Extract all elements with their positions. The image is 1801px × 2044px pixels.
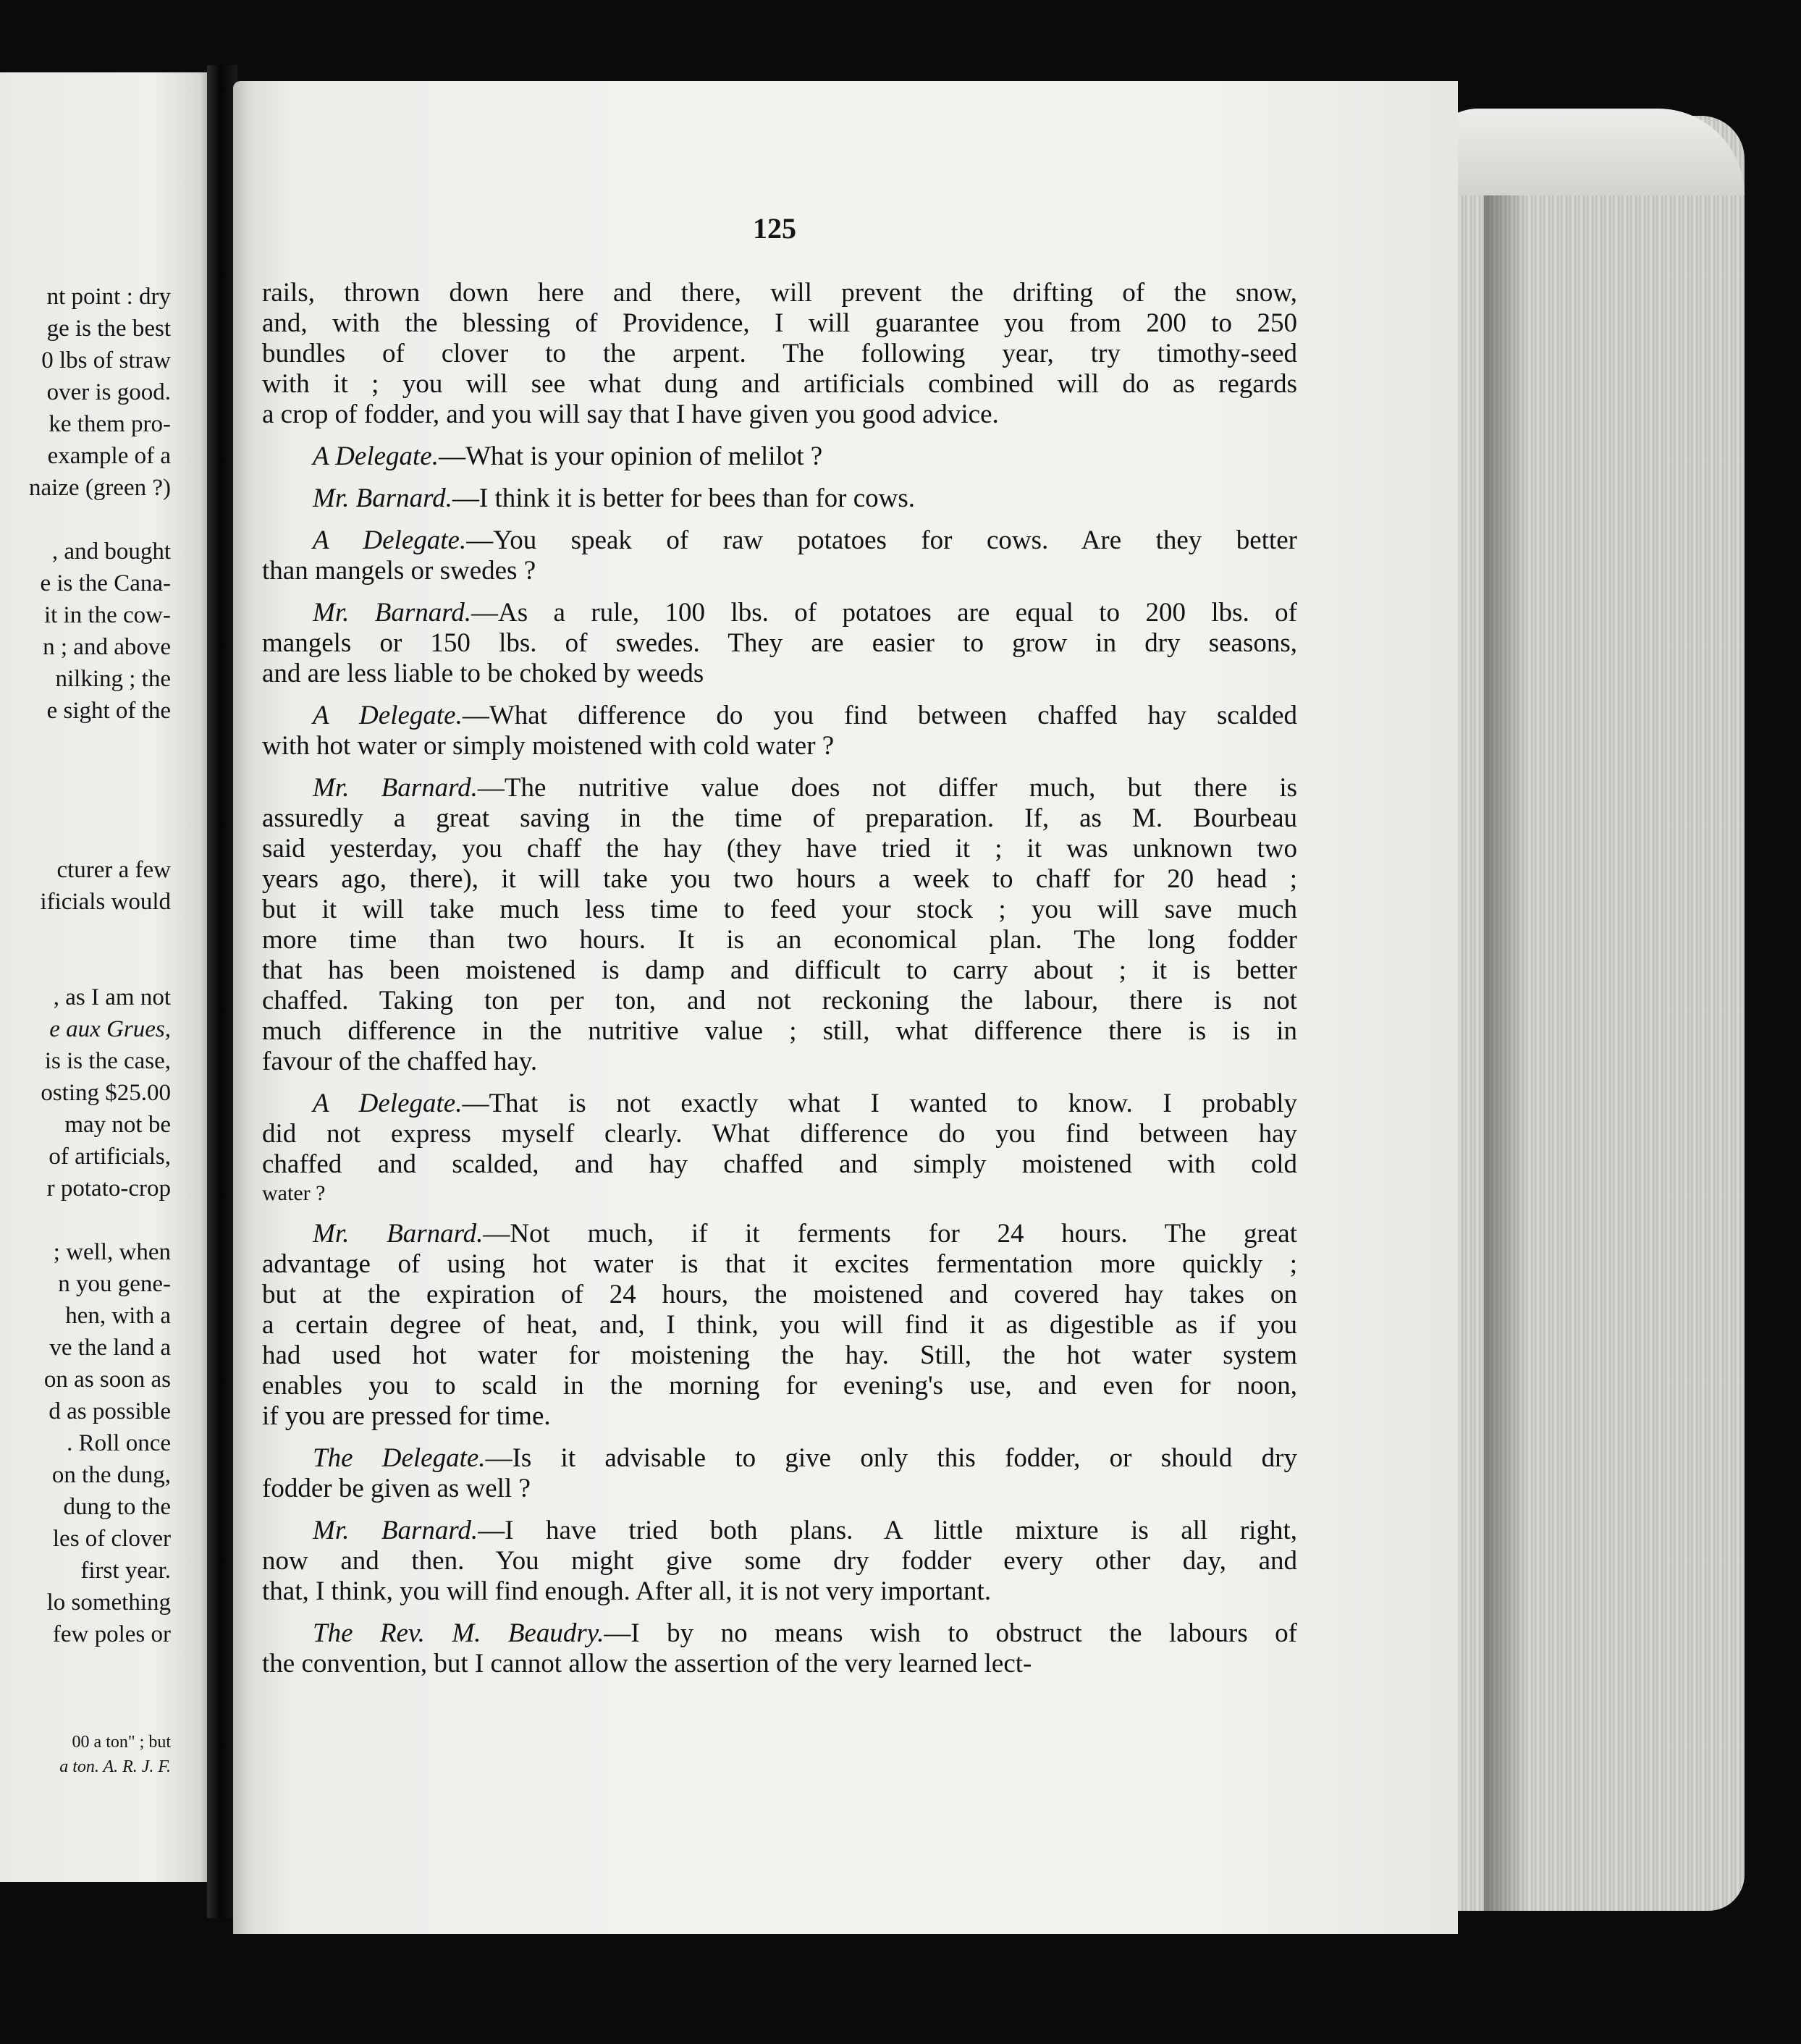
text-line	[262, 369, 1297, 400]
text-line	[262, 1576, 1297, 1607]
left-line: of artificials,	[48, 1144, 171, 1170]
text-line	[262, 864, 1297, 895]
line-text: advantage of using hot water is that it excites fermentation more quickly ;	[262, 1249, 1297, 1279]
line-text: chaffed and scalded, and hay chaffed and simply moistened with cold	[262, 1149, 1297, 1179]
line-text: than mangels or swedes ?	[262, 556, 536, 586]
left-line: is is the case,	[44, 1048, 171, 1074]
text-line	[262, 598, 1297, 628]
left-line: e is the Cana-	[40, 570, 171, 596]
text-line	[262, 1089, 1297, 1119]
text-line	[262, 442, 1297, 472]
left-line: on the dung,	[51, 1462, 171, 1488]
text-line	[262, 773, 1297, 803]
left-line: over is good.	[46, 379, 171, 405]
line-text: —I think it is better for bees than for cows.	[452, 483, 916, 513]
speaker-paragraph	[262, 483, 1297, 514]
text-line	[262, 1401, 1297, 1432]
left-line: naize (green ?)	[28, 475, 171, 501]
text-line	[262, 308, 1297, 339]
speaker-paragraph	[262, 1618, 1297, 1679]
speaker-paragraph	[262, 525, 1297, 586]
text-line	[262, 955, 1297, 986]
left-line: few poles or	[52, 1621, 171, 1647]
speaker-name: A Delegate.	[313, 1089, 463, 1118]
speaker-name: A Delegate.	[313, 525, 467, 555]
page-body-text	[262, 278, 1297, 1679]
text-line	[262, 925, 1297, 955]
left-line: n ; and above	[43, 634, 171, 660]
line-text: had used hot water for moistening the hay. Still, the hot water system	[262, 1340, 1297, 1370]
footnote-line: 00 a ton" ; but	[72, 1733, 171, 1752]
line-text: fodder be given as well ?	[262, 1474, 531, 1503]
line-text: that has been moistened is damp and difficult to carry about ; it is better	[262, 955, 1297, 985]
left-line: cturer a few	[56, 857, 171, 883]
line-text: but at the expiration of 24 hours, the moistened and covered hay takes on	[262, 1280, 1297, 1309]
speaker-paragraph	[262, 773, 1297, 1077]
line-text: did not express myself clearly. What difference do you find between hay	[262, 1119, 1297, 1149]
text-line	[262, 1474, 1297, 1504]
speaker-paragraph	[262, 442, 1297, 472]
text-line	[262, 525, 1297, 556]
left-line: , as I am not	[53, 984, 171, 1010]
line-text: now and then. You might give some dry fodder every other day, and	[262, 1546, 1297, 1576]
speaker-name: Mr. Barnard.	[313, 1219, 484, 1249]
speaker-paragraph	[262, 1443, 1297, 1504]
text-line	[262, 1280, 1297, 1310]
left-page-footnote	[0, 1730, 171, 1779]
speaker-name: Mr. Barnard.	[313, 1516, 478, 1545]
left-line: . Roll once	[67, 1430, 171, 1456]
left-line: e aux Grues,	[49, 1016, 171, 1042]
left-line: it in the cow-	[43, 602, 171, 628]
text-line	[262, 1119, 1297, 1149]
line-text: and, with the blessing of Providence, I will guarantee you from 200 to 250	[262, 308, 1297, 338]
text-line	[262, 339, 1297, 369]
line-text: that, I think, you will find enough. After all, it is not very important.	[262, 1576, 992, 1606]
speaker-paragraph	[262, 701, 1297, 761]
line-text: more time than two hours. It is an economical plan. The long fodder	[262, 925, 1297, 955]
line-text: —Is it advisable to give only this fodder, or should dry	[485, 1443, 1297, 1473]
line-text: years ago, there), it will take you two hours a week to chaff for 20 head ;	[262, 864, 1297, 894]
text-line	[262, 986, 1297, 1016]
text-line	[262, 628, 1297, 659]
text-line	[262, 1371, 1297, 1401]
left-page-text	[0, 281, 171, 1650]
left-line: ; well, when	[53, 1239, 171, 1265]
text-line	[262, 701, 1297, 731]
line-text: —As a rule, 100 lbs. of potatoes are equal to 200 lbs. of	[471, 598, 1297, 628]
text-line	[262, 400, 1297, 430]
line-text: with hot water or simply moistened with cold water ?	[262, 731, 835, 761]
line-text: but it will take much less time to feed your stock ; you will save much	[262, 895, 1297, 924]
left-line: , and bought	[51, 539, 171, 565]
speaker-paragraph	[262, 1516, 1297, 1607]
line-text: enables you to scald in the morning for evening's use, and even for noon,	[262, 1371, 1297, 1401]
line-text: —I by no means wish to obstruct the labours of	[604, 1618, 1297, 1648]
left-line: ke them pro-	[48, 411, 171, 437]
left-line: hen, with a	[65, 1303, 171, 1329]
left-line: on as soon as	[43, 1367, 171, 1393]
speaker-name: A Delegate.	[313, 701, 463, 730]
line-text: water ?	[262, 1181, 326, 1205]
left-line: d as possible	[48, 1398, 171, 1424]
text-line	[262, 1618, 1297, 1649]
text-line	[262, 1219, 1297, 1249]
line-text: the convention, but I cannot allow the assertion of the very learned lect-	[262, 1649, 1032, 1678]
footnote-line: a ton. A. R. J. F.	[59, 1757, 171, 1776]
text-line	[262, 1149, 1297, 1180]
left-facing-page	[0, 72, 217, 1882]
text-line	[262, 278, 1297, 308]
text-line	[262, 895, 1297, 925]
speaker-paragraph	[262, 1219, 1297, 1432]
text-line	[262, 1516, 1297, 1546]
page-edge-shadow	[1484, 116, 1527, 1911]
line-text: bundles of clover to the arpent. The following year, try timothy-seed	[262, 339, 1297, 368]
line-text: said yesterday, you chaff the hay (they have tried it ; it was unknown two	[262, 834, 1297, 863]
line-text: —The nutritive value does not differ much, but there is	[477, 773, 1297, 803]
left-line: ge is the best	[46, 316, 171, 342]
line-text: —That is not exactly what I wanted to know. I probably	[462, 1089, 1297, 1118]
text-line	[262, 1340, 1297, 1371]
left-line: les of clover	[52, 1526, 171, 1552]
line-text: —What difference do you find between chaffed hay scalded	[462, 701, 1298, 730]
line-text: —You speak of raw potatoes for cows. Are they better	[466, 525, 1297, 555]
line-text: —I have tried both plans. A little mixture is all right,	[478, 1516, 1297, 1545]
speaker-name: Mr. Barnard.	[313, 483, 452, 513]
text-line	[262, 1016, 1297, 1047]
text-line	[262, 1310, 1297, 1340]
line-text: mangels or 150 lbs. of swedes. They are easier to grow in dry seasons,	[262, 628, 1297, 658]
speaker-paragraph	[262, 598, 1297, 689]
left-line: n you gene-	[58, 1271, 171, 1297]
text-paragraph	[262, 278, 1297, 430]
line-text: —What is your opinion of melilot ?	[438, 442, 823, 471]
line-text: if you are pressed for time.	[262, 1401, 551, 1431]
page-corner-curl	[1426, 109, 1745, 195]
text-line	[262, 659, 1297, 689]
line-text: a crop of fodder, and you will say that I have given you good advice.	[262, 400, 999, 429]
line-text: much difference in the nutritive value ; still, what difference there is is in	[262, 1016, 1297, 1046]
text-line	[262, 1546, 1297, 1576]
left-line: nt point : dry	[46, 284, 171, 310]
left-line: r potato-crop	[46, 1175, 171, 1202]
line-text: a certain degree of heat, and, I think, you will find it as digestible as if you	[262, 1310, 1297, 1340]
text-line	[262, 1649, 1297, 1679]
left-line: osting $25.00	[41, 1080, 171, 1106]
line-text: favour of the chaffed hay.	[262, 1047, 538, 1076]
text-line	[262, 483, 1297, 514]
page-number: 125	[753, 212, 796, 245]
left-line: example of a	[47, 443, 171, 469]
speaker-name: The Delegate.	[313, 1443, 486, 1473]
text-line	[262, 1180, 1297, 1207]
text-line	[262, 1443, 1297, 1474]
left-line: first year.	[80, 1558, 171, 1584]
left-line: e sight of the	[46, 698, 171, 724]
line-text: assuredly a great saving in the time of preparation. If, as M. Bourbeau	[262, 803, 1297, 833]
line-text: with it ; you will see what dung and artificials combined will do as regards	[262, 369, 1297, 399]
text-line	[262, 731, 1297, 761]
left-line: ve the land a	[49, 1335, 171, 1361]
left-line: may not be	[64, 1112, 171, 1138]
speaker-name: A Delegate.	[313, 442, 439, 471]
speaker-name: Mr. Barnard.	[313, 773, 478, 803]
left-line: ificials would	[40, 889, 171, 915]
text-line	[262, 1249, 1297, 1280]
line-text: chaffed. Taking ton per ton, and not reckoning the labour, there is not	[262, 986, 1297, 1015]
line-text: and are less liable to be choked by weeds	[262, 659, 704, 688]
text-line	[262, 556, 1297, 586]
text-line	[262, 803, 1297, 834]
left-line: 0 lbs of straw	[41, 347, 171, 373]
speaker-paragraph	[262, 1089, 1297, 1207]
left-line: lo something	[46, 1589, 171, 1616]
speaker-name: Mr. Barnard.	[313, 598, 472, 628]
text-line	[262, 1047, 1297, 1077]
line-text: —Not much, if it ferments for 24 hours. The great	[483, 1219, 1297, 1249]
left-line: nilking ; the	[55, 666, 171, 692]
left-line: dung to the	[63, 1494, 171, 1520]
speaker-name: The Rev. M. Beaudry.	[313, 1618, 604, 1648]
text-line	[262, 834, 1297, 864]
line-text: rails, thrown down here and there, will prevent the drifting of the snow,	[262, 278, 1297, 308]
